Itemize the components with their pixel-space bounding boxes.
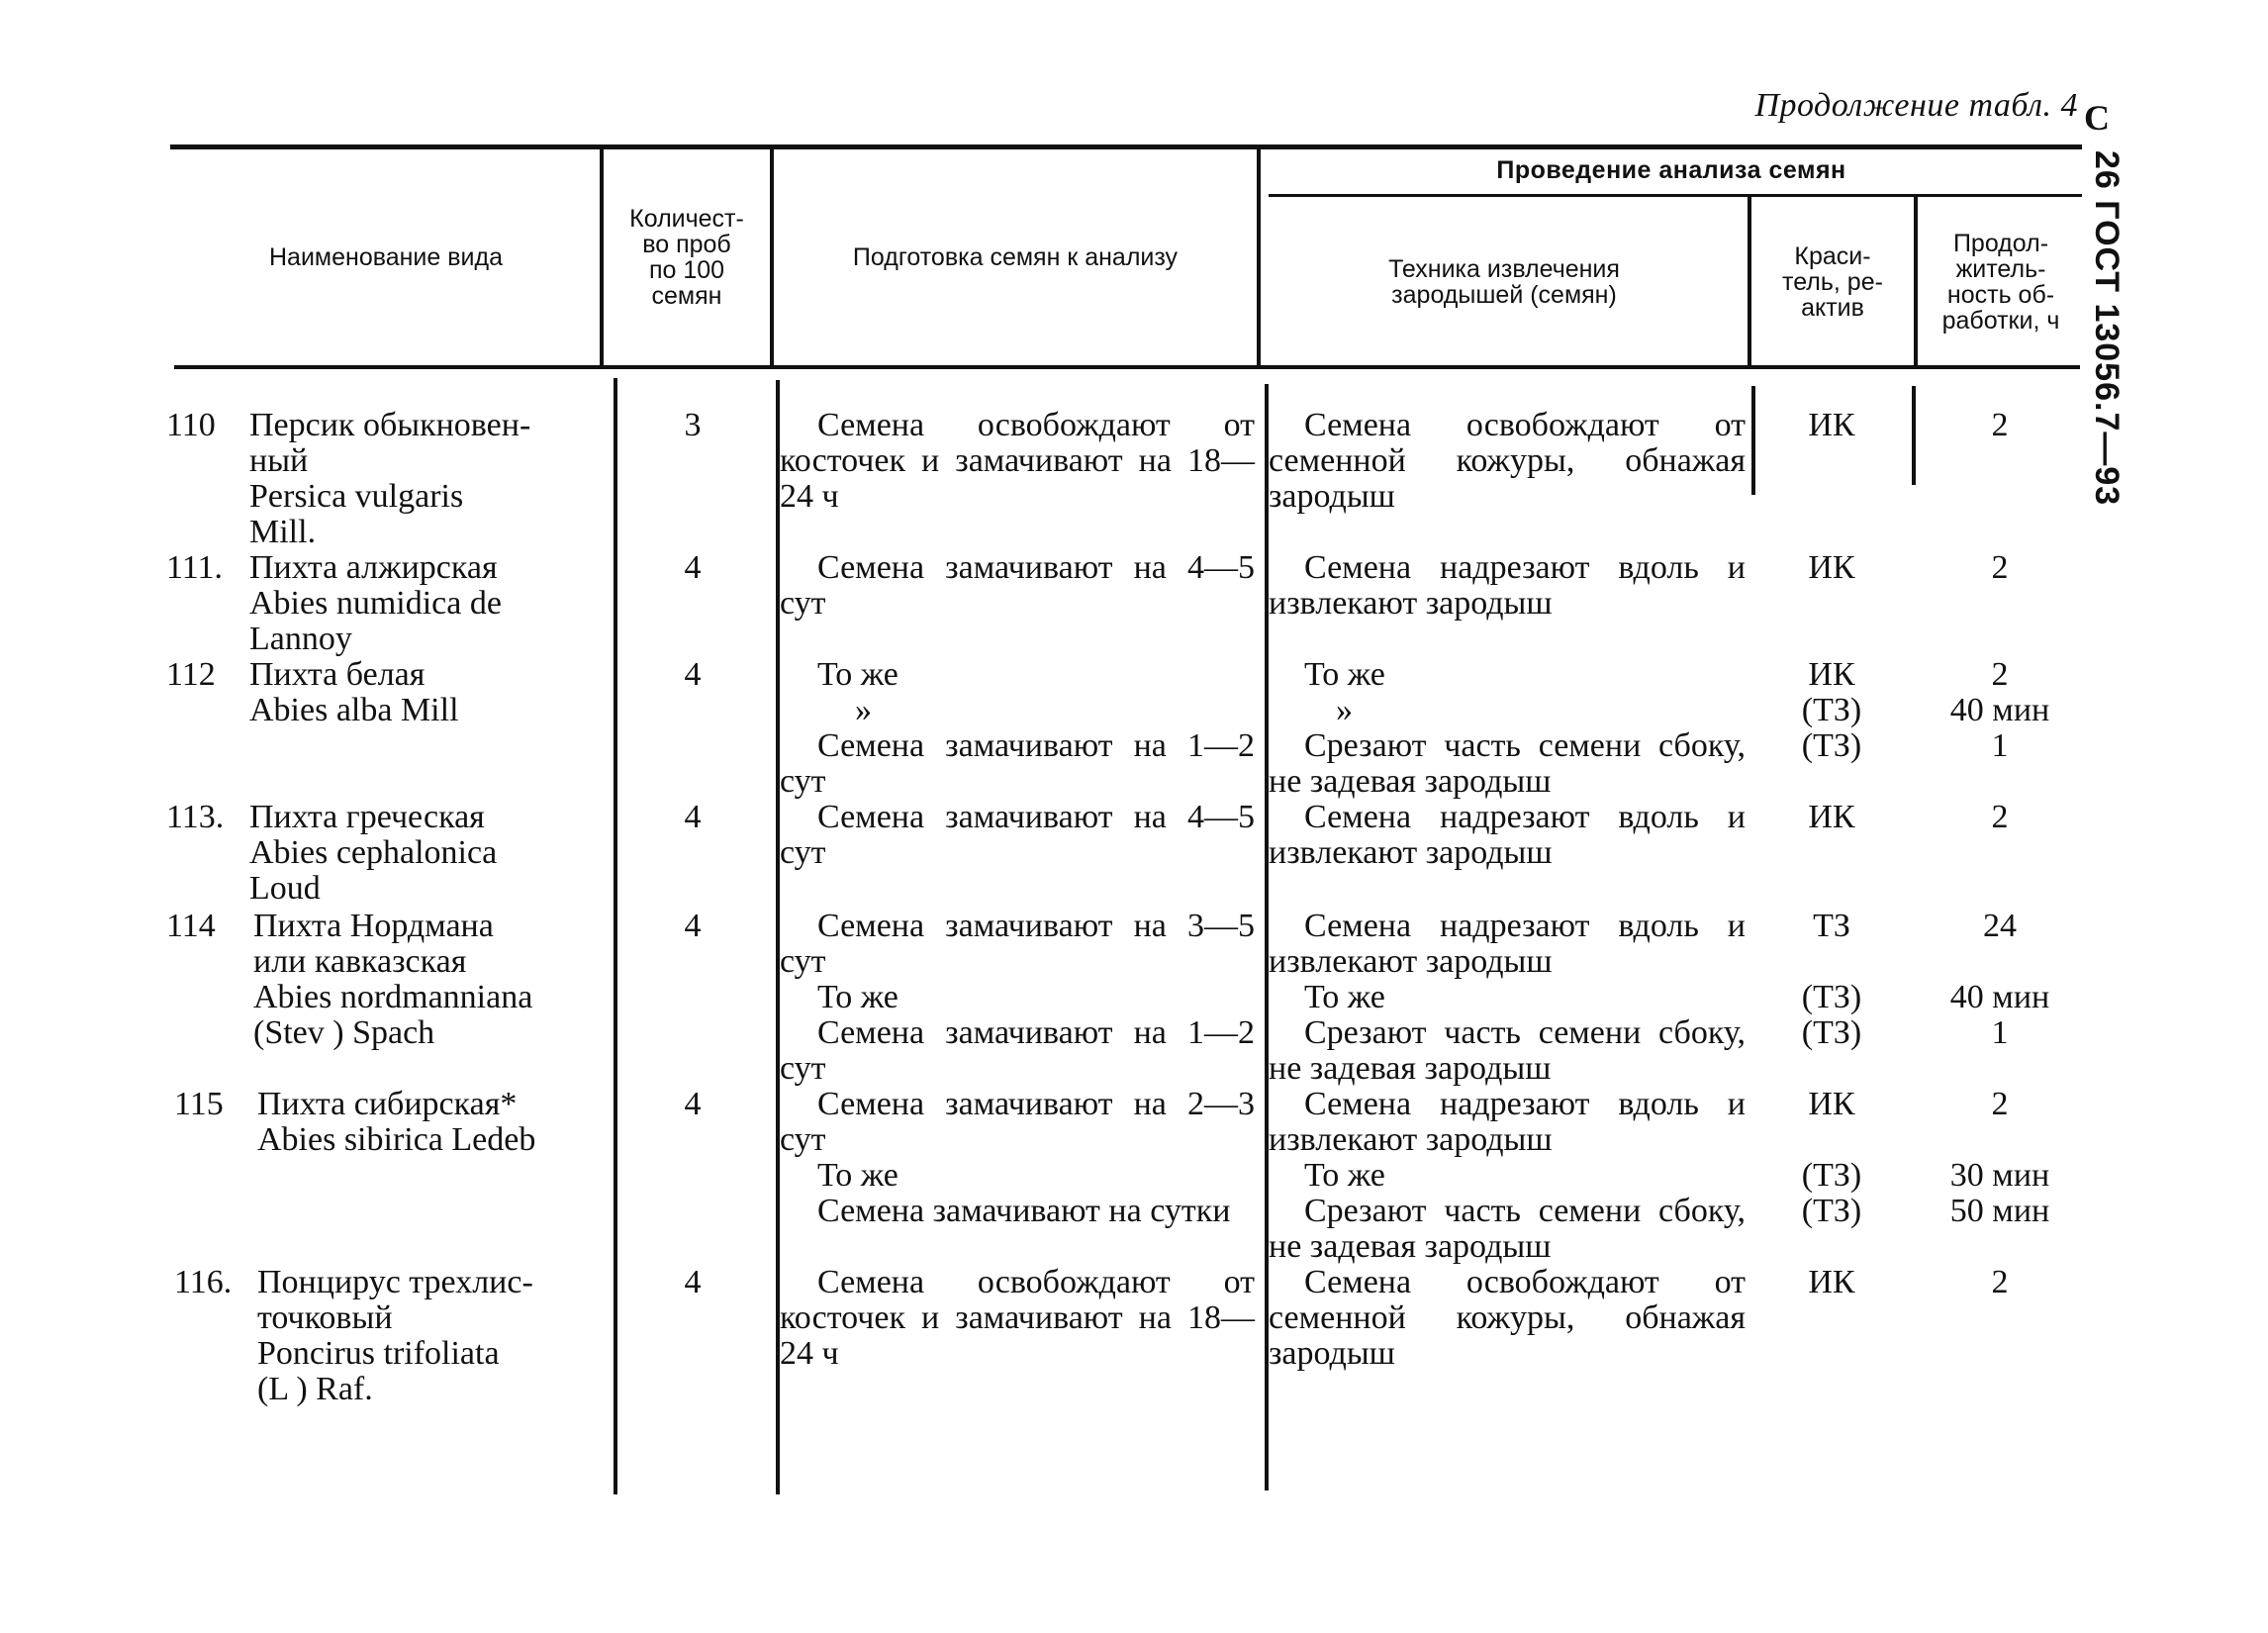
preparation-same: То же [817, 656, 898, 693]
preparation-same: То же [817, 979, 898, 1015]
column-divider-3 [1257, 144, 1261, 368]
technique-same: То же [1304, 979, 1385, 1015]
column-divider-2 [770, 148, 774, 368]
samples-count: 4 [684, 799, 702, 835]
technique-text: Срезают часть семени сбоку, не задевая зародыш [1269, 1193, 1746, 1265]
header-duration-text: Продол- житель- ность об- работки, ч [1941, 230, 2060, 335]
header-stain [1753, 198, 1912, 366]
technique-text: Срезают часть семени сбоку, не задевая зародыш [1269, 1014, 1746, 1087]
samples-count: 4 [684, 656, 702, 693]
technique-ditto: » [1336, 692, 1353, 728]
row-number: 113. [166, 799, 225, 835]
column-divider-5-body [1912, 386, 1916, 485]
column-divider-4-body [1751, 386, 1755, 495]
header-technique-text: Техника извлечения зародышей (семян) [1388, 255, 1620, 309]
header-preparation: Подготовка семян к анализу [852, 243, 1179, 271]
duration-value: 2 [1991, 1264, 2009, 1300]
table-caption: Продолжение табл. 4 [1754, 87, 2078, 124]
side-code-mark: С [2084, 98, 2110, 138]
column-divider-5 [1914, 196, 1918, 368]
row-number: 111. [166, 549, 223, 586]
preparation-text: Семена замачивают на сутки [817, 1193, 1231, 1229]
row-number: 114 [166, 908, 216, 944]
preparation-text: Семена освобождают от косточек и замачивают на 18—24 ч [780, 1264, 1255, 1372]
preparation-text: Семена замачивают на 1—2 сут [780, 1014, 1255, 1087]
row-number: 116. [174, 1264, 233, 1300]
column-divider-1-body [614, 378, 617, 1494]
column-divider-1 [600, 148, 604, 368]
species-name: Пихта греческая Abies cephalonica Loud [249, 799, 498, 907]
column-divider-4 [1748, 196, 1751, 368]
species-name: Пихта сибирская* Abies sibirica Ledeb [257, 1086, 536, 1158]
preparation-text: Семена замачивают на 4—5 сут [780, 549, 1255, 622]
technique-text: Семена надрезают вдоль и извлекают зародыш [1269, 549, 1746, 622]
technique-text: Семена надрезают вдоль и извлекают зародыш [1269, 799, 1746, 871]
samples-count: 4 [684, 549, 702, 586]
species-name: Понцирус трехлис- точковый Poncirus trifoliata (L ) Raf. [257, 1264, 533, 1407]
preparation-ditto: » [855, 692, 872, 728]
preparation-text: Семена замачивают на 2—3 сут [780, 1086, 1255, 1158]
preparation-text: Семена освобождают от косточек и замачивают на 18—24 ч [780, 407, 1255, 515]
species-name: Персик обыкновен- ный Persica vulgaris Mill. [249, 407, 531, 550]
header-species: Наименование вида [269, 243, 503, 271]
samples-count: 4 [684, 1086, 702, 1122]
species-name: Пихта алжирская Abies numidica de Lannoy [249, 549, 502, 657]
row-number: 115 [174, 1086, 224, 1122]
group-header-rule [1269, 194, 2082, 197]
duration-value: 2 40 мин 1 [1949, 656, 2050, 764]
header-samples-text: Количест- во проб по 100 семян [629, 205, 744, 310]
technique-text: Семена надрезают вдоль и извлекают зародыш [1269, 1086, 1746, 1158]
samples-count: 3 [684, 407, 702, 443]
samples-count: 4 [684, 908, 702, 944]
stain-value: ИК [1808, 799, 1855, 835]
preparation-text: Семена замачивают на 3—5 сут [780, 908, 1255, 980]
duration-value: 24 40 мин 1 [1949, 908, 2050, 1051]
stain-value: ИК [1808, 549, 1855, 586]
preparation-same: То же [817, 1157, 898, 1194]
duration-value: 2 [1991, 549, 2009, 586]
species-name: Пихта Нордмана или кавказская Abies nordmanniana (Stev ) Spach [253, 908, 533, 1051]
header-samples [606, 148, 768, 366]
samples-count: 4 [684, 1264, 702, 1300]
technique-same: То же [1304, 656, 1385, 693]
preparation-text: Семена замачивают на 4—5 сут [780, 799, 1255, 871]
header-stain-text: Краси- тель, ре- актив [1782, 242, 1883, 322]
side-code-text: 26 ГОСТ 13056.7—93 [2088, 150, 2126, 507]
header-technique [1263, 198, 1746, 366]
technique-text: Срезают часть семени сбоку, не задевая зародыш [1269, 727, 1746, 800]
stain-value: ИК (ТЗ) (ТЗ) [1801, 656, 1862, 764]
header-analysis-group: Проведение анализа семян [1496, 156, 1846, 184]
technique-text: Семена освобождают от семенной кожуры, обнажая зародыш [1269, 1264, 1746, 1372]
row-number: 112 [166, 656, 216, 693]
duration-value: 2 30 мин 50 мин [1949, 1086, 2050, 1229]
technique-text: Семена освобождают от семенной кожуры, обнажая зародыш [1269, 407, 1746, 515]
stain-value: ИК (ТЗ) (ТЗ) [1801, 1086, 1862, 1229]
row-number: 110 [166, 407, 216, 443]
technique-text: Семена надрезают вдоль и извлекают зародыш [1269, 908, 1746, 980]
duration-value: 2 [1991, 407, 2009, 443]
duration-value: 2 [1991, 799, 2009, 835]
stain-value: ТЗ (ТЗ) (ТЗ) [1801, 908, 1862, 1051]
stain-value: ИК [1808, 1264, 1855, 1300]
header-duration [1920, 198, 2082, 366]
stain-value: ИК [1808, 407, 1855, 443]
species-name: Пихта белая Abies alba Mill [249, 656, 459, 728]
document-side-code [2078, 79, 2137, 534]
technique-same: То же [1304, 1157, 1385, 1194]
preparation-text: Семена замачивают на 1—2 сут [780, 727, 1255, 800]
